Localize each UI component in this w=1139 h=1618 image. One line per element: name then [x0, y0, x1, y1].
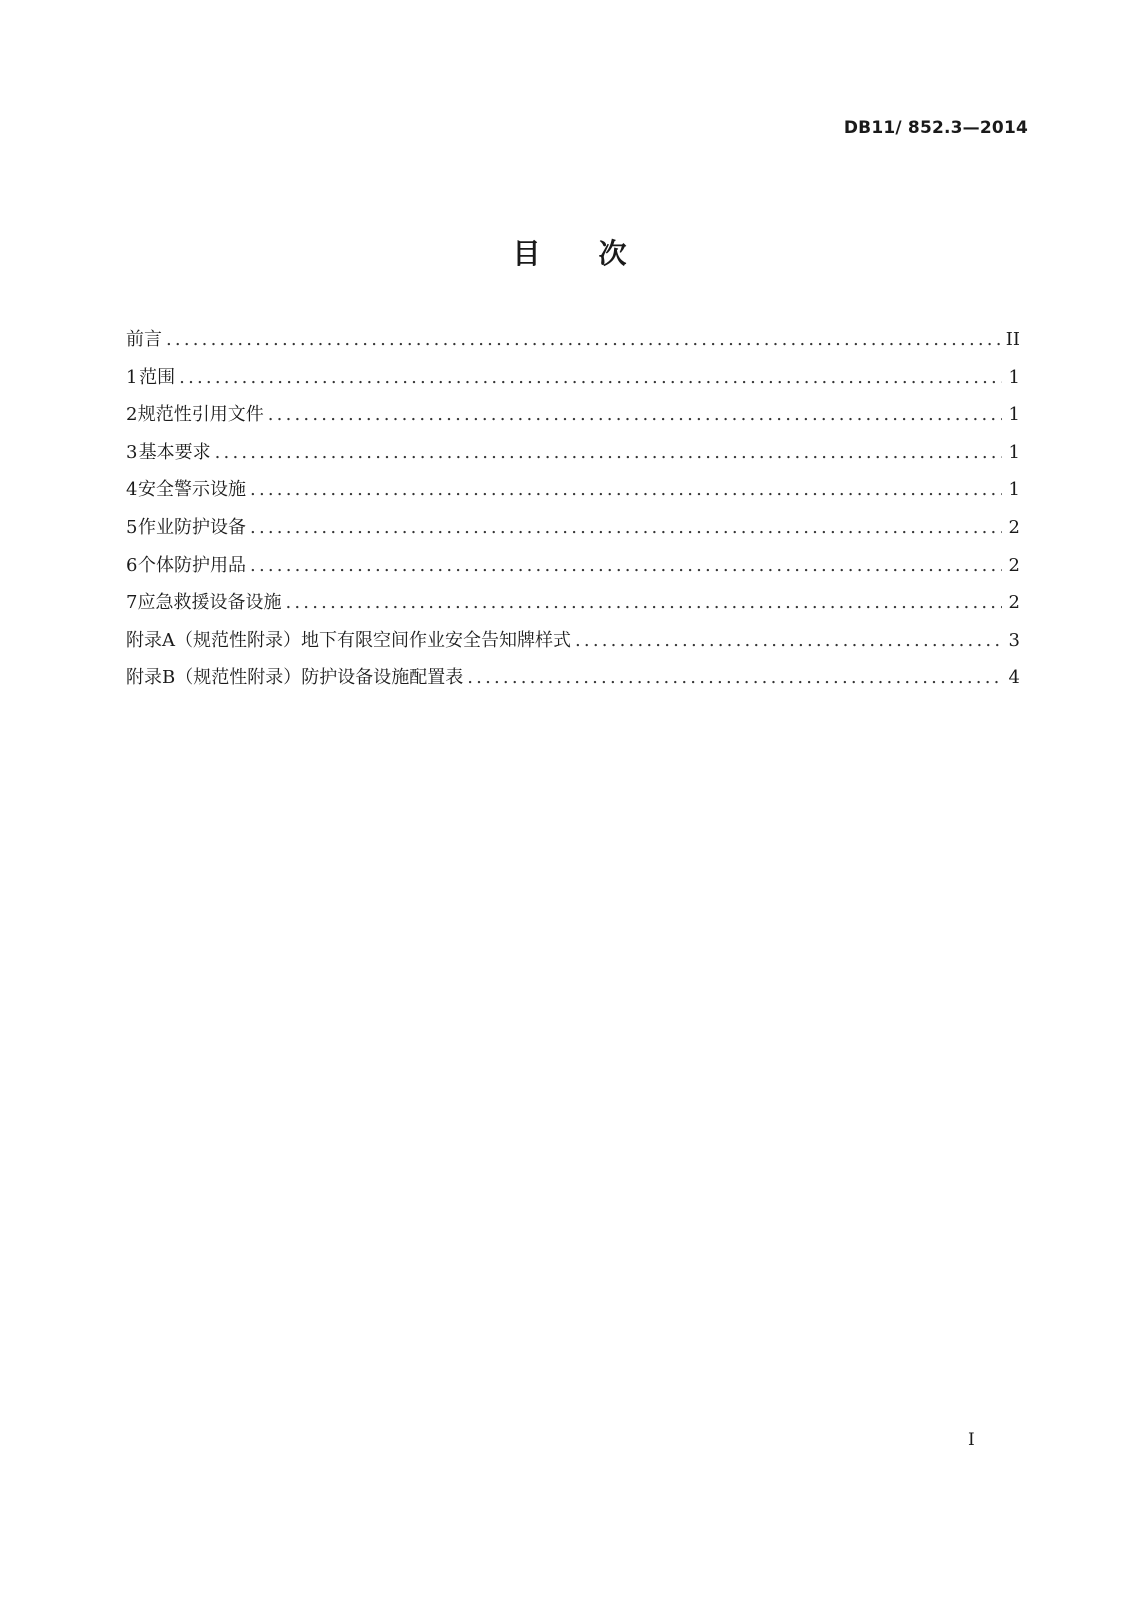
toc-entry-foreword[interactable]	[126, 325, 1020, 363]
toc-entry-label: 基本要求	[138, 441, 211, 463]
toc-entry-number: 7	[126, 592, 138, 614]
toc-entry-label: 个体防护用品	[138, 554, 247, 576]
toc-entry-label: 规范性引用文件	[137, 404, 264, 426]
toc-leader-dots	[268, 404, 1002, 425]
page-title	[0, 232, 1139, 272]
toc-entry-number: 3	[126, 441, 138, 463]
toc-leader-dots	[575, 630, 1002, 651]
toc-entry-appendix-b[interactable]	[126, 663, 1020, 701]
toc-entry-appendix-a[interactable]	[126, 626, 1020, 664]
toc-entry-page: 2	[1008, 592, 1020, 614]
toc-leader-dots	[285, 592, 1002, 613]
document-code: DB11/ 852.3—2014	[843, 118, 1028, 138]
toc-entry-page: 3	[1008, 629, 1020, 651]
toc-entry-basic-requirements[interactable]	[126, 438, 1020, 476]
toc-entry-number: 2	[126, 404, 138, 426]
toc-entry-label: 应急救援设备设施	[137, 592, 282, 614]
toc-entry-number: 5	[126, 516, 138, 538]
toc-entry-label: 前言	[126, 329, 162, 350]
toc-leader-dots	[467, 667, 1002, 688]
toc-entry-personal-protective-equipment[interactable]	[126, 551, 1020, 589]
toc-appendix-label: 附录B（规范性附录）	[126, 667, 302, 689]
toc-entry-page: 2	[1008, 554, 1020, 576]
toc-entry-label: 地下有限空间作业安全告知牌样式	[301, 629, 571, 651]
toc-leader-dots	[215, 442, 1002, 463]
toc-entry-scope[interactable]	[126, 363, 1020, 401]
toc-entry-number: 1	[126, 366, 138, 388]
toc-entry-page: II	[1005, 329, 1020, 350]
table-of-contents	[126, 325, 1020, 701]
toc-entry-page: 4	[1008, 667, 1020, 689]
toc-entry-page: 1	[1008, 441, 1020, 463]
toc-leader-dots	[166, 329, 1000, 350]
toc-entry-safety-warning-facilities[interactable]	[126, 475, 1020, 513]
toc-entry-page: 2	[1008, 516, 1020, 538]
title-char-2: 次	[598, 237, 627, 270]
toc-leader-dots	[250, 479, 1002, 500]
page-number: I	[968, 1430, 975, 1450]
toc-entry-emergency-rescue-equipment[interactable]	[126, 588, 1020, 626]
toc-entry-label: 范围	[139, 366, 176, 388]
toc-leader-dots	[179, 367, 1002, 388]
toc-leader-dots	[250, 555, 1002, 576]
title-char-1: 目	[512, 237, 541, 270]
toc-appendix-label: 附录A（规范性附录）	[126, 629, 301, 651]
toc-entry-page: 1	[1008, 366, 1020, 388]
toc-leader-dots	[250, 517, 1002, 538]
toc-entry-page: 1	[1008, 404, 1020, 426]
toc-entry-normative-references[interactable]	[126, 400, 1020, 438]
toc-entry-work-protection-equipment[interactable]	[126, 513, 1020, 551]
toc-entry-number: 4	[126, 479, 138, 501]
toc-entry-number: 6	[126, 554, 138, 576]
toc-entry-label: 作业防护设备	[138, 516, 247, 538]
toc-entry-label: 防护设备设施配置表	[301, 667, 464, 689]
toc-entry-label: 安全警示设施	[138, 479, 247, 501]
toc-entry-page: 1	[1008, 479, 1020, 501]
